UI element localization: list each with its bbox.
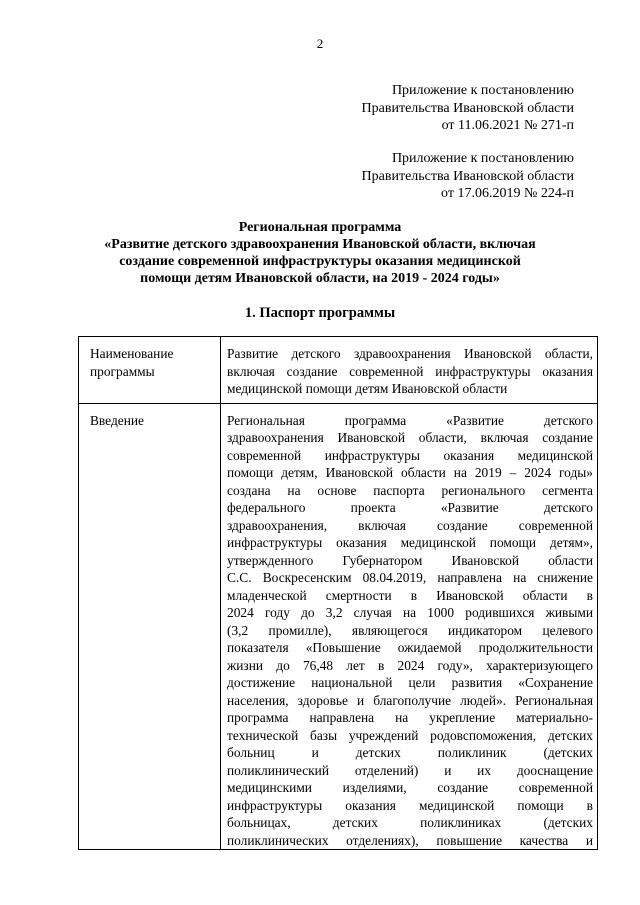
title-line: помощи детям Ивановской области, на 2019 - 2024 годы» <box>140 271 500 286</box>
content-line: создана на основе паспорта регионального сегмента <box>227 482 593 498</box>
label-line: Наименование <box>90 346 174 361</box>
content-line: Развитие детского здравоохранения Ивановской области, <box>227 346 593 361</box>
content-line: больниц и детских поликлиник (детских <box>227 745 593 760</box>
content-line: Региональная программа «Развитие детского <box>227 412 593 428</box>
content-line: 2024 году до 3,2 случая на 1000 родившихся живыми <box>227 605 593 620</box>
appendix-line: от 11.06.2021 № 271-п <box>441 118 574 133</box>
content-line: медицинскими изделиями, создание современной <box>227 780 593 795</box>
title-line: «Развитие детского здравоохранения Ивановской области, включая <box>104 237 536 252</box>
label-line: программы <box>90 363 155 379</box>
appendix-note-2021 <box>274 82 574 135</box>
program-title <box>60 219 580 287</box>
row-content-cell <box>221 337 598 404</box>
content-line: достижение национальной цели развития «Сохранение <box>227 675 593 690</box>
label-line: Введение <box>90 412 144 428</box>
content-line: медицинской помощи детям Ивановской области <box>227 381 508 396</box>
content-line: помощи детям, Ивановской области на 2019 – 2024 годы» <box>227 465 593 480</box>
appendix-line: Правительства Ивановской области <box>361 100 574 116</box>
appendix-line: Правительства Ивановской области <box>361 168 574 184</box>
content-line: технической базы учреждений родовспоможения, детских <box>227 727 593 743</box>
content-line: поликлинический отделений) и их дооснащение <box>227 762 593 778</box>
content-line: населения, здоровье и благополучие людей». Региональная <box>227 692 593 708</box>
appendix-line: Приложение к постановлению <box>391 83 574 98</box>
content-line: утвержденного Губернатором Ивановской области <box>227 552 593 568</box>
section-title: 1. Паспорт программы <box>244 305 396 321</box>
passport-table <box>78 336 598 850</box>
content-line: больницах, детских поликлиниках (детских <box>227 815 593 830</box>
appendix-note-2019 <box>274 150 574 203</box>
content-line: инфраструктуры оказания медицинской помощи в <box>227 797 593 813</box>
content-line: жизни до 76,48 лет в 2024 году», характеризующего <box>227 657 593 673</box>
content-line: современной инфраструктуры оказания медицинской <box>227 447 593 463</box>
content-line: включая создание современной инфраструктуры оказания <box>227 363 593 379</box>
table-row <box>79 337 598 404</box>
content-line: показателя «Повышение ожидаемой продолжительности <box>227 640 593 655</box>
table-row <box>79 403 598 850</box>
row-label-cell <box>79 337 221 404</box>
appendix-line: от 17.06.2019 № 224-п <box>441 186 574 201</box>
content-line: младенческой смертности в Ивановской области в <box>227 587 593 603</box>
row-content-cell <box>221 403 598 850</box>
content-line: здравоохранения Ивановской области, включая создание <box>227 430 593 445</box>
content-line: поликлинических отделениях), повышение качества и <box>227 832 593 848</box>
content-line: программа направлена на укрепление материально- <box>227 710 593 725</box>
title-line: создание современной инфраструктуры оказания медицинской <box>119 254 521 269</box>
content-line: (3,2 промилле), являющегося индикатором целевого <box>227 622 593 638</box>
content-line: инфраструктуры оказания медицинской помощи детям», <box>227 535 593 550</box>
content-line: федерального проекта «Развитие детского <box>227 500 593 515</box>
content-line: С.С. Воскресенским 08.04.2019, направлена на снижение <box>227 570 593 585</box>
title-line: Региональная программа <box>238 220 402 235</box>
content-line: здравоохранения, включая создание современной <box>227 517 593 533</box>
appendix-line: Приложение к постановлению <box>391 151 574 166</box>
page-number: 2 <box>316 36 324 51</box>
row-label-cell <box>79 403 221 850</box>
